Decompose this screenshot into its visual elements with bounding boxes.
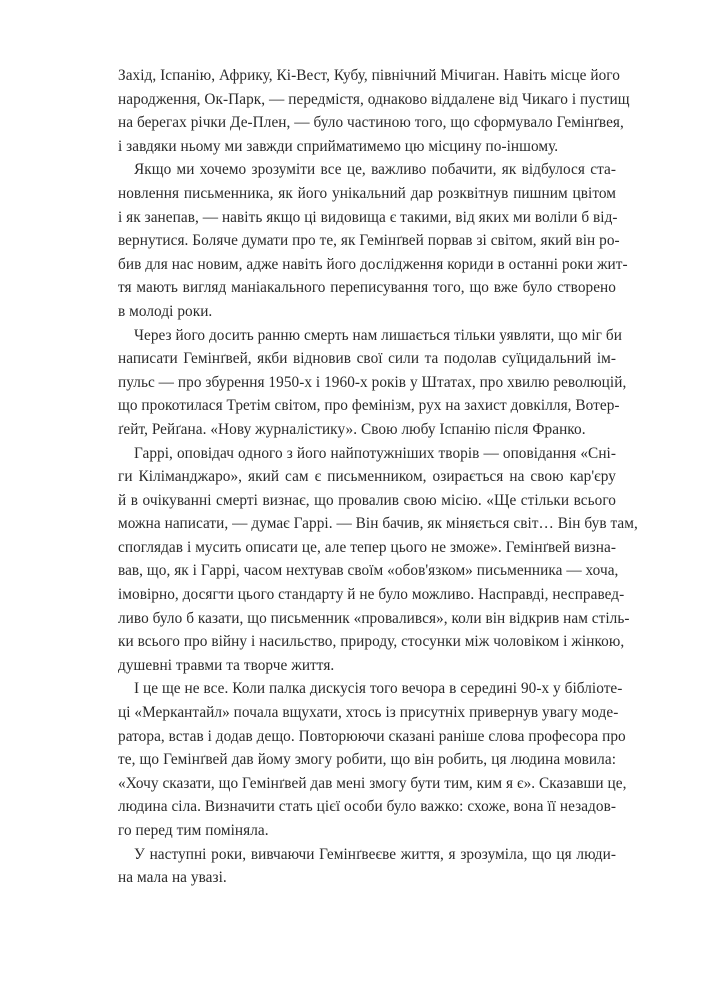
text-line: ґейт, Рейґана. «Нову журналістику». Свою любу Іспанію після Франко. (118, 420, 586, 438)
text-line: «Хочу сказати, що Гемінґвей дав мені змогу бути тим, ким я є». Сказавши це, (118, 774, 627, 792)
text-line: ливо було б казати, що письменник «провалився», коли він відкрив нам стіль- (118, 609, 630, 627)
paragraph (118, 324, 627, 442)
text-line: на мала на увазі. (118, 869, 227, 887)
text-line: в молоді роки. (118, 302, 213, 320)
text-line: І це ще не все. Коли палка дискусія того вечора в середині 90-х у бібліоте- (134, 680, 623, 698)
text-line: народження, Ок-Парк, — передмістя, однаково віддалене від Чикаго і пустищ (118, 90, 630, 108)
paragraph (118, 442, 638, 678)
text-line: Гаррі, оповідач одного з його найпотужніших творів — оповідання «Сні- (134, 444, 616, 462)
text-line: споглядав і мусить описати це, але тепер цього не зможе». Гемінґвей визна- (118, 538, 616, 556)
text-line: вав, що, як і Гаррі, часом нехтував своїм «обов'язком» письменника — хоча, (118, 562, 619, 580)
text-line: У наступні роки, вивчаючи Гемінґвеєве життя, я зрозуміла, що ця люди- (134, 845, 616, 863)
text-line: на берегах річки Де-Плен, — було частиною того, що сформувало Гемінґвея, (118, 114, 624, 132)
text-line: і як занепав, — навіть якщо ці видовища є такими, від яких ми воліли б від- (118, 208, 618, 226)
paragraph (118, 158, 628, 323)
paragraph (118, 677, 627, 842)
text-line: Якщо ми хочемо зрозуміти все це, важливо побачити, як відбулося ста- (134, 161, 616, 179)
text-line: душевні травми та творче життя. (118, 656, 335, 674)
text-line: бив для нас новим, адже навіть його дослідження кориди в останні роки жит- (118, 255, 628, 273)
text-line: пульс — про збурення 1950-х і 1960-х років у Штатах, про хвилю революцій, (118, 373, 627, 391)
text-line: написати Гемінґвей, якби відновив свої сили та подолав суїцидальний ім- (118, 350, 616, 368)
text-line: новлення письменника, як його унікальний дар розквітнув пишним цвітом (118, 184, 616, 202)
text-line: ратора, встав і додав дещо. Повторюючи сказані раніше слова професора про (118, 727, 626, 745)
paragraph (118, 843, 616, 890)
text-line: імовірно, досягти цього стандарту й не було можливо. Насправді, несправед- (118, 586, 625, 604)
text-line: що прокотилася Третім світом, про фемінізм, рух на захист довкілля, Вотер- (118, 397, 620, 415)
text-line: можна написати, — думає Гаррі. — Він бачив, як міняється світ… Він був там, (118, 515, 638, 533)
text-line: Захід, Іспанію, Африку, Кі-Вест, Кубу, північний Мічиган. Навіть місце його (118, 67, 620, 84)
text-line: тя мають вигляд маніакального переписування того, що вже було створено (118, 279, 616, 297)
text-line: ці «Меркантайл» почала вщухати, хтось із присутніх привернув увагу моде- (118, 704, 619, 722)
text-line: го перед тим поміняла. (118, 822, 269, 839)
body-text (118, 64, 638, 890)
text-line: вернутися. Боляче думати про те, як Гемінґвей порвав зі світом, який він ро- (118, 232, 620, 250)
text-line: ги Кіліманджаро», який сам є письменником, озирається на свою кар'єру (118, 468, 616, 486)
text-line: ки всього про війну і насильство, природу, стосунки між чоловіком і жінкою, (118, 633, 625, 651)
text-line: Через його досить ранню смерть нам лишається тільки уявляти, що міг би (134, 326, 622, 344)
text-line: людина сіла. Визначити стать цієї особи було важко: схоже, вона її незадов- (118, 798, 616, 816)
text-line: і завдяки ньому ми завжди сприйматимемо цю місцину по-іншому. (118, 137, 559, 155)
text-line: й в очікуванні смерті визнає, що провалив свою місію. «Ще стільки всього (118, 491, 616, 509)
paragraph (118, 64, 630, 158)
text-line: те, що Гемінґвей дав йому змогу робити, що він робить, ця людина мовила: (118, 751, 616, 769)
